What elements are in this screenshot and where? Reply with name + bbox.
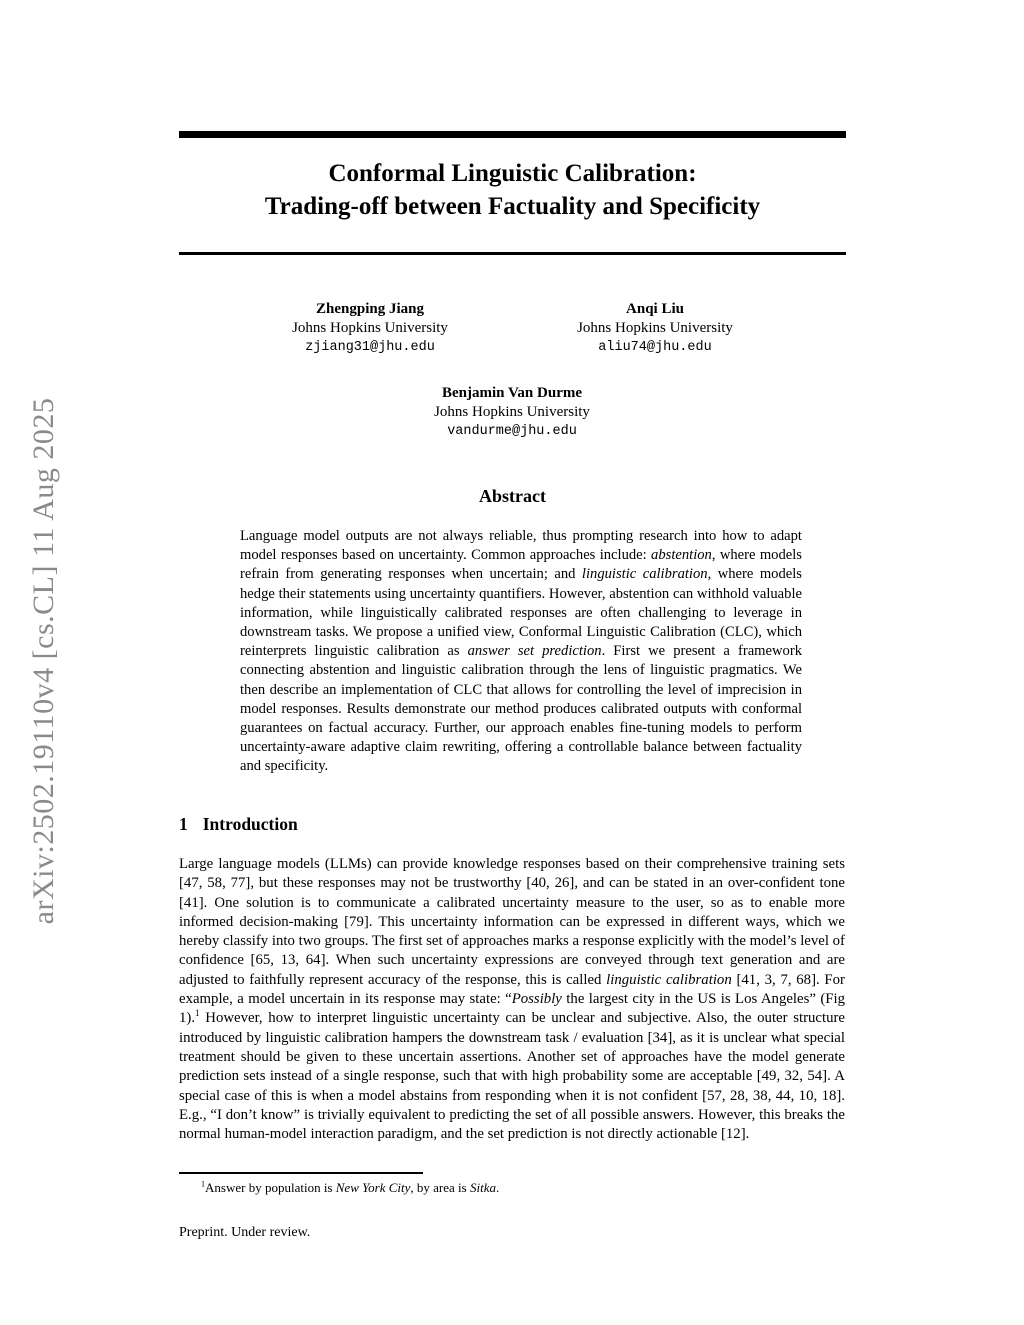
introduction-text: Large language models (LLMs) can provide knowledge responses based on their comprehensive training sets [47, 58, 77], but these responses may not be trustworthy [40, 26], and can be stated in an over-confident tone [41]. One solution is to communicate a calibrated uncertainty measure to the user, so as to enable more informed decision-making [79]. This uncertainty information can be expressed in different ways, which we hereby classify into two groups. The first set of approaches marks a response explicitly with the model’s level of confidence [65, 13, 64]. When such uncertainty expressions are conveyed through text generation and are adjusted to faithfully represent accuracy of the response, this is called linguistic calibration [41, 3, 7, 68]. For example, a model uncertain in its response may state: “Possibly the largest city in the US is Los Angeles” (Fig 1).$^1$ However, how to interpret linguistic uncertainty can be unclear and subjective. Also, the outer structure introduced by linguistic calibration hampers the downstream task / evaluation [34], as it is unclear what special treatment should be given to these uncertain assertions. Another set of approaches have the model generate prediction sets instead of a single response, such that with high probability some are acceptable [49, 32, 54]. A special case of this is when a model abstains from responding when it is not confident [57, 28, 38, 44, 10, 18]. E.g., “I don’t know” is trivially equivalent to predicting the set of all possible answers. However, this breaks the normal human-model interaction paradigm, and the set prediction is not directly actionable [12]. <box>179 856 845 1143</box>
author-name: Zhengping Jiang <box>316 301 424 317</box>
footnote <box>179 1179 845 1196</box>
title-rule-bottom <box>179 252 846 255</box>
paper-title-line2: Trading-off between Factuality and Specificity <box>264 193 761 220</box>
footnote-text: Answer by population is New York City, by area is Sitka. <box>205 1180 500 1195</box>
paper-title-line1: Conformal Linguistic Calibration: <box>328 160 697 187</box>
preprint-notice: Preprint. Under review. <box>179 1225 311 1240</box>
author-affiliation: Johns Hopkins University <box>292 320 448 336</box>
author-block-1 <box>240 300 500 357</box>
author-email: zjiang31@jhu.edu <box>305 340 435 355</box>
abstract-text: Language model outputs are not always reliable, thus prompting research into how to adapt model responses based on uncertainty. Common approaches include: abstention, where models refrain from generating responses when uncertain; and linguistic calibration, where models hedge their statements using uncertainty quantifiers. However, abstention can withhold valuable information, while linguistically calibrated responses are often challenging to leverage in downstream tasks. We propose a unified view, Conformal Linguistic Calibration (CLC), which reinterprets linguistic calibration as answer set prediction. First we present a framework connecting abstention and linguistic calibration through the lens of linguistic pragmatics. We then describe an implementation of CLC that allows for controlling the level of imprecision in model responses. Results demonstrate our method produces calibrated outputs with conformal guarantees on factual accuracy. Further, our approach enables fine-tuning models to perform uncertainty-aware adaptive claim rewriting, offering a controllable balance between factuality and specificity. <box>240 528 802 775</box>
footnote-marker: 1 <box>201 1179 206 1189</box>
paper-title <box>179 157 846 223</box>
section-heading-introduction <box>179 814 298 835</box>
title-rule-top <box>179 131 846 138</box>
author-affiliation: Johns Hopkins University <box>434 404 590 420</box>
section-number: 1 <box>179 814 188 834</box>
footnote-rule <box>179 1172 423 1174</box>
arxiv-id-watermark: arXiv:2502.19110v4 [cs.CL] 11 Aug 2025 <box>27 397 60 925</box>
author-name: Anqi Liu <box>626 301 684 317</box>
author-block-3 <box>382 384 642 441</box>
author-name: Benjamin Van Durme <box>441 385 583 401</box>
author-email: aliu74@jhu.edu <box>598 340 712 355</box>
author-email: vandurme@jhu.edu <box>447 424 577 439</box>
section-title: Introduction <box>202 814 298 834</box>
author-block-2 <box>525 300 785 357</box>
author-affiliation: Johns Hopkins University <box>577 320 733 336</box>
abstract-heading: Abstract <box>479 486 546 506</box>
